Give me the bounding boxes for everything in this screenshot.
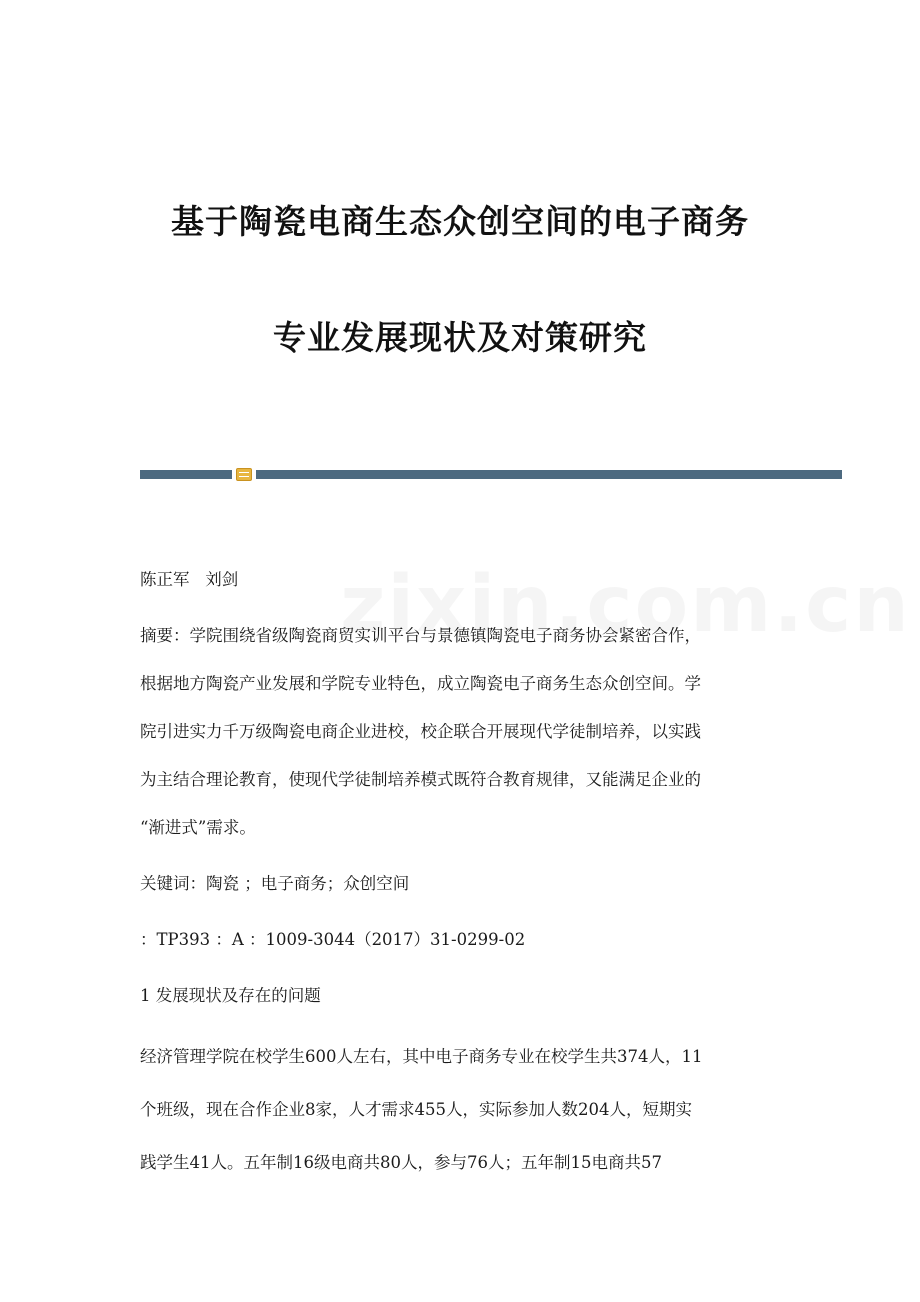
section-heading: 1 发展现状及存在的问题 (140, 986, 321, 1005)
document-title-line-2: 专业发展现状及对策研究 (273, 318, 647, 357)
authors: 陈正军 刘剑 (140, 570, 239, 589)
abstract (140, 612, 780, 852)
abstract-line: 摘要：学院围绕省级陶瓷商贸实训平台与景德镇陶瓷电子商务协会紧密合作， (140, 626, 701, 645)
divider-ornament-icon (236, 468, 252, 481)
keywords: 关键词：陶瓷 ；电子商务；众创空间 (140, 874, 410, 893)
document-title-line-1: 基于陶瓷电商生态众创空间的电子商务 (171, 202, 749, 241)
abstract-line: “渐进式”需求。 (140, 818, 256, 837)
body-paragraph (140, 1030, 780, 1189)
title-divider-left (140, 470, 232, 479)
body-line: 践学生41人。五年制16级电商共80人，参与76人；五年制15电商共57 (140, 1153, 662, 1172)
title-divider-right (256, 470, 842, 479)
body-line: 经济管理学院在校学生600人左右，其中电子商务专业在校学生共374人，11 (140, 1047, 703, 1066)
classification-codes: ：TP393 ：A ：1009-3044（2017）31-0299-02 (140, 930, 526, 949)
abstract-line: 院引进实力千万级陶瓷电商企业进校，校企联合开展现代学徒制培养，以实践 (140, 722, 701, 741)
abstract-line: 根据地方陶瓷产业发展和学院专业特色，成立陶瓷电子商务生态众创空间。学 (140, 674, 701, 693)
body-line: 个班级，现在合作企业8家，人才需求455人，实际参加人数204人，短期实 (140, 1100, 692, 1119)
abstract-line: 为主结合理论教育，使现代学徒制培养模式既符合教育规律，又能满足企业的 (140, 770, 701, 789)
